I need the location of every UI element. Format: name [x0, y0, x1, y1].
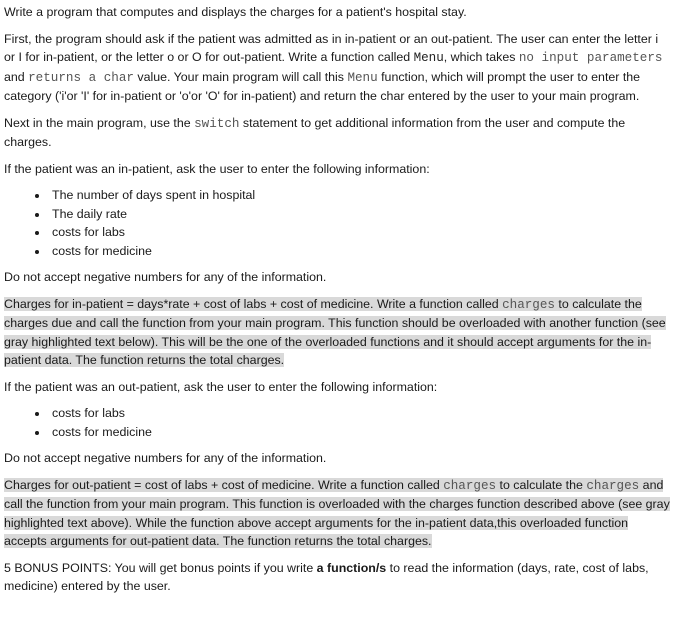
charges-code: charges: [586, 478, 640, 493]
list-item: • costs for medicine: [49, 242, 671, 261]
charges-code: charges: [443, 478, 497, 493]
intro-paragraph: First, the program should ask if the patient was admitted as in in-patient or an out-patient. The user can enter the letter i or I for in-patient, or the letter o or O for out-patient. Write a function called Menu, which takes no input parameters and returns a char value. Your main program will call this Menu function, which will prompt the user to enter the category ('i'or 'I' for in-patient or 'o'or 'O' for in-patient) and return the char entered by the user to your main program.: [4, 31, 663, 103]
menu-code: Menu: [347, 70, 378, 85]
no-negative-paragraph-2: Do not accept negative numbers for any of the information.: [4, 451, 327, 465]
no-negative-paragraph-1: Do not accept negative numbers for any of the information.: [4, 270, 327, 284]
charges-code: charges: [502, 297, 555, 312]
no-input-parameters-code: no input parameters: [518, 51, 663, 65]
bonus-paragraph: 5 BONUS POINTS: You will get bonus points if you write a function/s to read the information (days, rate, cost of labs, medicine) entered by the user.: [4, 560, 649, 593]
outpatient-charges-paragraph: Charges for out-patient = cost of labs + cost of medicine. Write a function called charges to calculate the charges and call the function from your main program. This function is overloaded with the charges function described above (see gray highlighted text above). While the function above accept arguments for the in-patient data,this overloaded function accepts arguments for out-patient data. The function returns the total charges.: [4, 477, 670, 548]
list-item: • costs for labs: [49, 404, 671, 423]
inpatient-list: [4, 186, 671, 260]
switch-paragraph: Next in the main program, use the switch statement to get additional information from the user and compute the charges.: [4, 115, 626, 149]
list-item: • The daily rate: [49, 205, 671, 224]
title-paragraph: Write a program that computes and displays the charges for a patient's hospital stay.: [4, 5, 467, 19]
menu-code: Menu: [413, 51, 444, 65]
inpatient-ask-paragraph: If the patient was an in-patient, ask the user to enter the following information:: [4, 161, 430, 176]
returns-a-char-code: returns a char: [28, 70, 134, 85]
outpatient-list: [4, 404, 671, 441]
list-item: • costs for labs: [49, 223, 671, 242]
list-item: • The number of days spent in hospital: [49, 186, 671, 205]
bonus-emphasis: a function/s: [316, 560, 387, 575]
outpatient-ask-paragraph: If the patient was an out-patient, ask the user to enter the following information:: [4, 379, 438, 394]
switch-code: switch: [194, 116, 240, 131]
inpatient-charges-paragraph: Charges for in-patient = days*rate + cost of labs + cost of medicine. Write a function called charges to calculate the charges due and call the function from your main program. This function should be overloaded with another function (see gray highlighted text below). This will be the one of the overloaded functions and it should accept arguments for the in-patient data. The function returns the total charges.: [4, 296, 666, 367]
list-item: • costs for medicine: [49, 423, 671, 442]
